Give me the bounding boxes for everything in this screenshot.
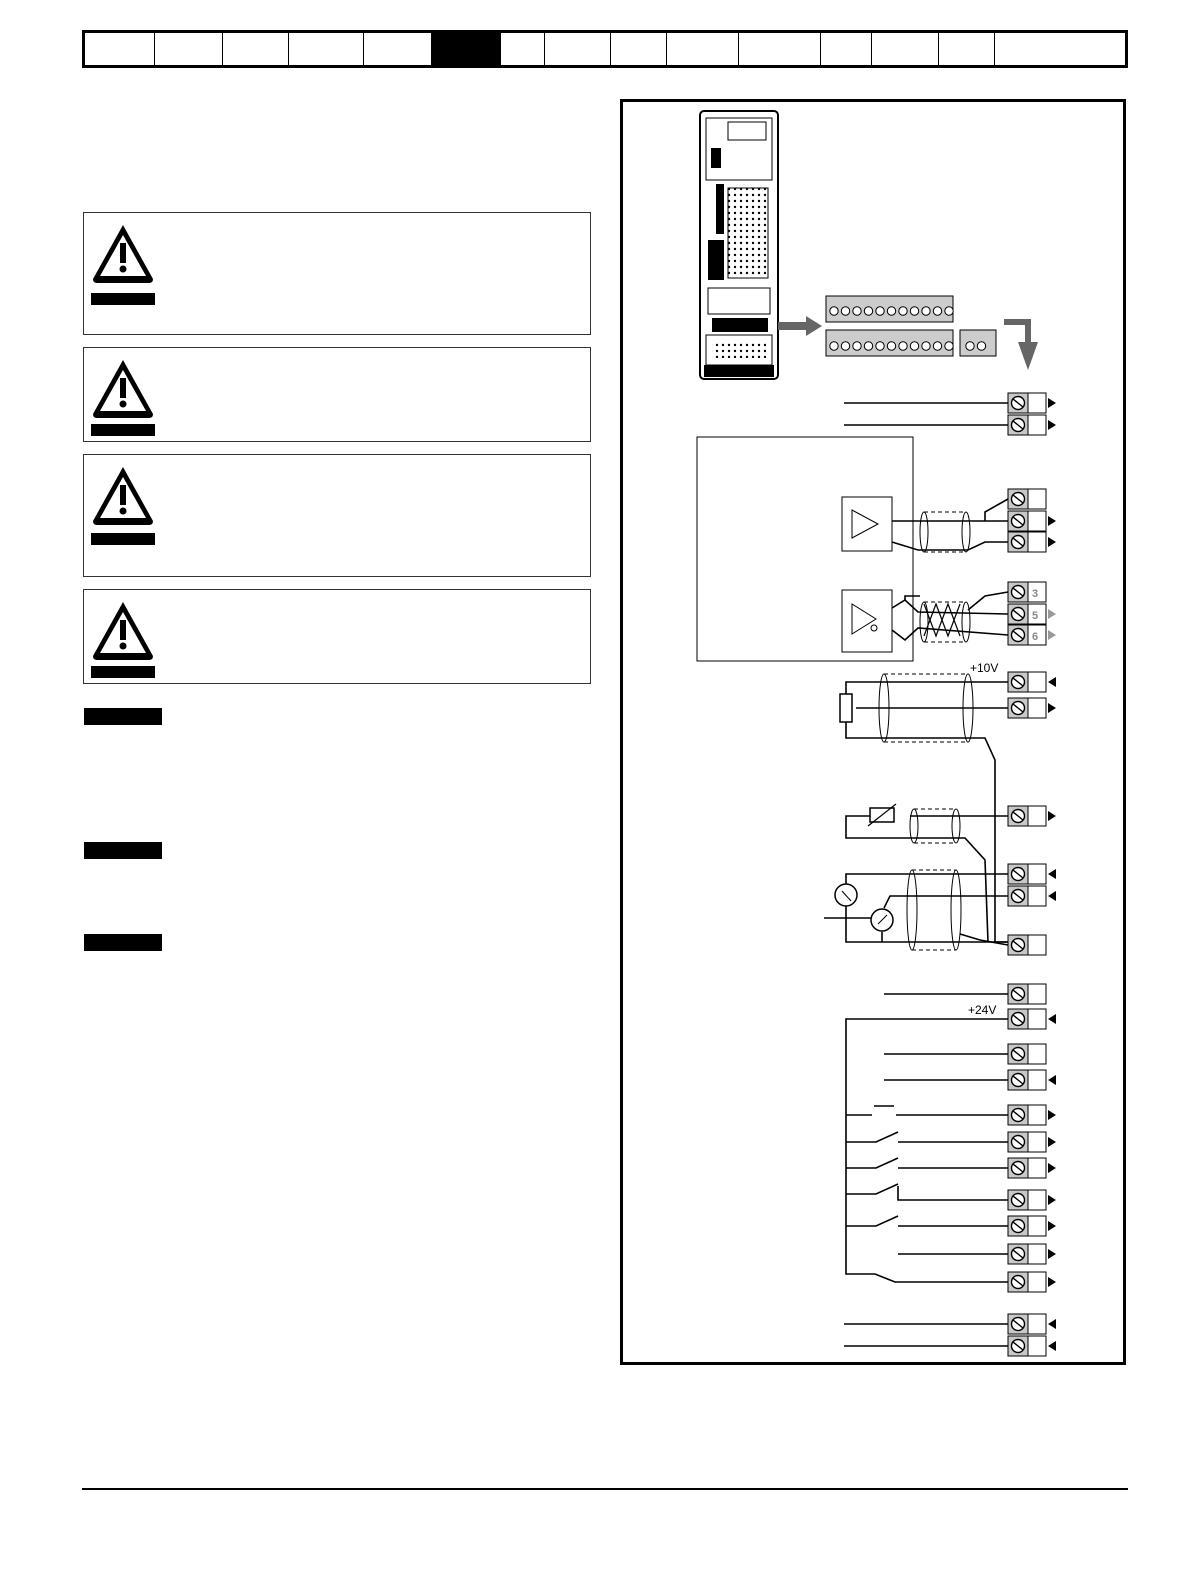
terminal-19[interactable] — [1008, 1105, 1056, 1125]
terminal-27[interactable] — [1008, 1336, 1056, 1356]
strip-screw-icon — [922, 342, 930, 350]
elbow-arrow-icon — [1004, 322, 1028, 342]
drive-unit-illustration — [700, 111, 778, 379]
strip-screw-icon — [841, 342, 849, 350]
terminal-13[interactable] — [1008, 886, 1056, 906]
input-arrow-icon — [1048, 869, 1056, 879]
input-arrow-icon — [1048, 677, 1056, 687]
differential-amplifier — [842, 590, 892, 652]
potentiometer-icon — [840, 694, 852, 722]
output-arrow-icon — [1048, 1137, 1056, 1147]
output-arrow-icon — [1048, 420, 1056, 430]
strip-screw-icon — [910, 307, 918, 315]
input-arrow-icon — [1048, 1341, 1056, 1351]
terminal-number-5: 5 — [1032, 610, 1039, 622]
terminal-23[interactable] — [1008, 1216, 1056, 1236]
terminal-20[interactable] — [1008, 1132, 1056, 1152]
footer-rule — [82, 1488, 1128, 1490]
strip-screw-icon — [830, 307, 838, 315]
output-arrow-icon — [1048, 609, 1056, 619]
strip-screw-icon — [876, 342, 884, 350]
terminal-12[interactable] — [1008, 864, 1056, 884]
terminal-24[interactable] — [1008, 1244, 1056, 1264]
strip-screw-icon — [887, 307, 895, 315]
strip-screw-icon — [945, 342, 953, 350]
terminal-22[interactable] — [1008, 1190, 1056, 1210]
strip-screw-icon — [945, 307, 953, 315]
input-arrow-icon — [1048, 1014, 1056, 1024]
strip-screw-icon — [853, 307, 861, 315]
terminal-21[interactable] — [1008, 1158, 1056, 1178]
strip-screw-icon — [966, 342, 974, 350]
strip-screw-icon — [910, 342, 918, 350]
connector-arrow-icon — [778, 316, 822, 336]
output-arrow-icon — [1048, 516, 1056, 526]
strip-screw-icon — [933, 307, 941, 315]
terminal-11[interactable] — [1008, 806, 1056, 826]
terminal-26[interactable] — [1008, 1314, 1056, 1334]
strip-screw-icon — [853, 342, 861, 350]
strip-screw-icon — [899, 307, 907, 315]
terminal-4[interactable] — [1008, 511, 1056, 531]
strip-screw-icon — [876, 307, 884, 315]
output-arrow-icon — [1048, 1163, 1056, 1173]
terminal-14[interactable] — [1008, 935, 1046, 955]
output-arrow-icon — [1048, 537, 1056, 547]
output-arrow-icon — [1048, 630, 1056, 640]
terminal-number-3: 3 — [1032, 588, 1039, 600]
terminal-17[interactable] — [1008, 1044, 1046, 1064]
input-arrow-icon — [1048, 1075, 1056, 1085]
strip-screw-icon — [922, 307, 930, 315]
strip-screw-icon — [933, 342, 941, 350]
strip-screw-icon — [887, 342, 895, 350]
output-arrow-icon — [1048, 1110, 1056, 1120]
output-arrow-icon — [1048, 1249, 1056, 1259]
strip-screw-icon — [830, 342, 838, 350]
terminal-25[interactable] — [1008, 1272, 1056, 1292]
terminal-number-6: 6 — [1032, 631, 1039, 643]
terminal-6[interactable] — [1008, 582, 1046, 602]
strip-screw-icon — [841, 307, 849, 315]
strip-screw-icon — [864, 342, 872, 350]
terminal-2[interactable] — [1008, 415, 1056, 435]
output-arrow-icon — [1048, 811, 1056, 821]
output-arrow-icon — [1048, 1221, 1056, 1231]
input-arrow-icon — [1048, 1319, 1056, 1329]
label-24v: +24V — [968, 1003, 997, 1017]
terminal-18[interactable] — [1008, 1070, 1056, 1090]
single-ended-amplifier — [842, 497, 892, 551]
terminal-1[interactable] — [1008, 393, 1056, 413]
terminal-9[interactable] — [1008, 672, 1056, 692]
strip-screw-icon — [977, 342, 985, 350]
terminal-15[interactable] — [1008, 984, 1046, 1004]
output-arrow-icon — [1048, 1195, 1056, 1205]
strip-screw-icon — [899, 342, 907, 350]
terminal-10[interactable] — [1008, 698, 1056, 718]
input-arrow-icon — [1048, 891, 1056, 901]
output-arrow-icon — [1048, 703, 1056, 713]
terminal-16[interactable] — [1008, 1009, 1056, 1029]
terminal-3[interactable] — [1008, 489, 1046, 509]
output-arrow-icon — [1048, 398, 1056, 408]
output-arrow-icon — [1048, 1277, 1056, 1287]
elbow-arrow-head-icon — [1018, 342, 1038, 370]
terminal-5[interactable] — [1008, 532, 1056, 552]
label-10v: +10V — [970, 661, 999, 675]
strip-screw-icon — [864, 307, 872, 315]
terminal-strip-illustration — [826, 296, 996, 356]
cable-shields — [879, 512, 973, 950]
terminal-block-column — [1008, 393, 1056, 1356]
